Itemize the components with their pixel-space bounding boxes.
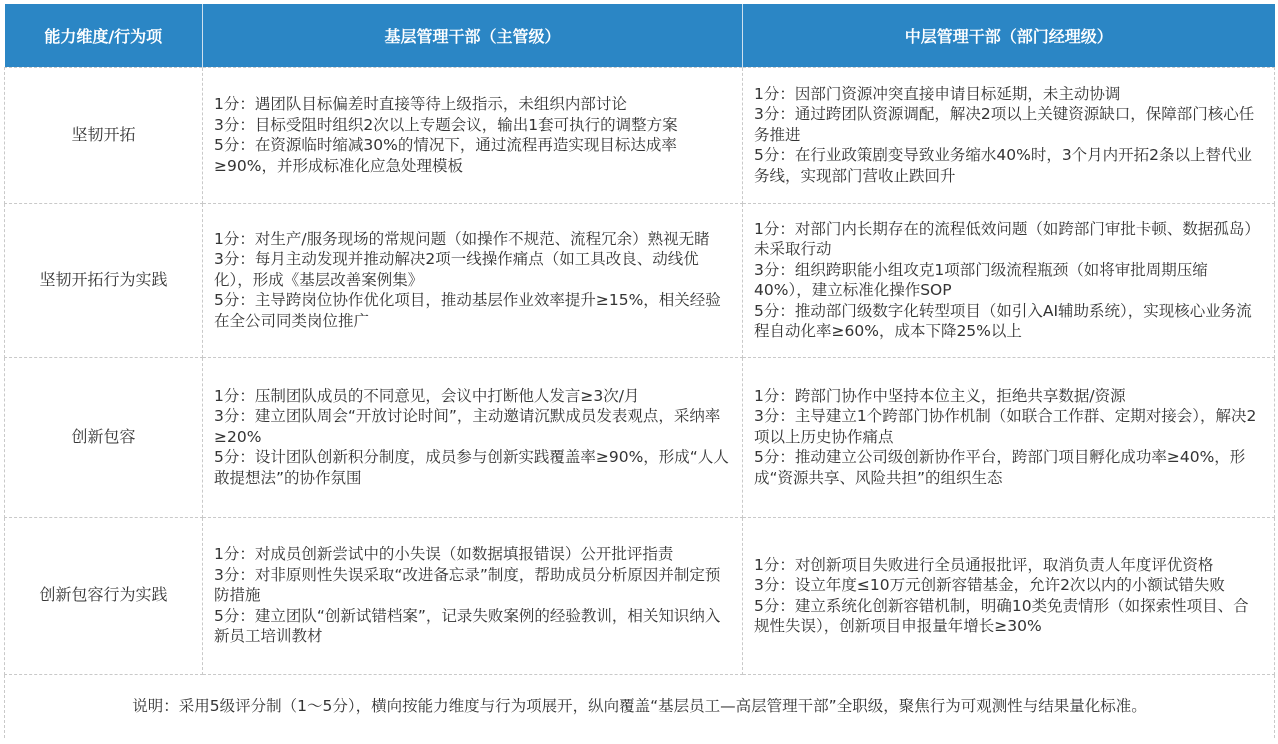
- score-1-text: 1分：对创新项目失败进行全员通报批评，取消负责人年度评优资格: [754, 555, 1214, 574]
- header-junior-manager: 基层管理干部（主管级）: [203, 4, 743, 67]
- score-5-text: 5分：在资源临时缩减30%的情况下，通过流程再造实现目标达成率≥90%，并形成标准化应急处理模板: [214, 136, 677, 175]
- score-3-text: 3分：对非原则性失误采取“改进备忘录”制度，帮助成员分析原因并制定预防措施: [214, 565, 721, 605]
- score-3-text: 3分：每月主动发现并推动解决2项一线操作痛点（如工具改良、动线优化），形成《基层改善案例集》: [214, 250, 699, 289]
- score-5-text: 5分：在行业政策剧变导致业务缩水40%时，3个月内开拓2条以上替代业务线，实现部门营收止跌回升: [754, 146, 1253, 185]
- header-row: [5, 4, 1275, 67]
- score-5-text: 5分：推动建立公司级创新协作平台，跨部门项目孵化成功率≥40%，形成“资源共享、风险共担”的组织生态: [754, 448, 1246, 487]
- dimension-cell: 坚韧开拓: [5, 67, 203, 203]
- competency-rating-table: [4, 4, 1275, 738]
- junior-behavior-cell: [203, 517, 743, 674]
- table-row: [5, 357, 1275, 517]
- middle-behavior-cell: [743, 357, 1275, 517]
- dimension-cell: 创新包容: [5, 357, 203, 517]
- middle-behavior-cell: [743, 203, 1275, 357]
- dimension-cell: 创新包容行为实践: [5, 517, 203, 674]
- score-1-text: 1分：对成员创新尝试中的小失误（如数据填报错误）公开批评指责: [214, 545, 674, 564]
- score-5-text: 5分：推动部门级数字化转型项目（如引入AI辅助系统），实现核心业务流程自动化率≥60%，成本下降25%以上: [754, 301, 1252, 340]
- score-5-text: 5分：建立团队“创新试错档案”，记录失败案例的经验教训，相关知识纳入新员工培训教材: [214, 606, 721, 646]
- note-row: [5, 674, 1275, 738]
- score-1-text: 1分：跨部门协作中坚持本位主义，拒绝共享数据/资源: [754, 386, 1126, 405]
- junior-behavior-cell: [203, 67, 743, 203]
- score-3-text: 3分：设立年度≤10万元创新容错基金，允许2次以内的小额试错失败: [754, 576, 1225, 594]
- score-1-text: 1分：遇团队目标偏差时直接等待上级指示，未组织内部讨论: [214, 95, 627, 113]
- score-5-text: 5分：主导跨岗位协作优化项目，推动基层作业效率提升≥15%，相关经验在全公司同类岗位推广: [214, 291, 721, 330]
- table-note: 说明：采用5级评分制（1～5分），横向按能力维度与行为项展开，纵向覆盖“基层员工—高层管理干部”全职级，聚焦行为可观测性与结果量化标准。: [5, 674, 1275, 738]
- score-3-text: 3分：建立团队周会“开放讨论时间”，主动邀请沉默成员发表观点，采纳率≥20%: [214, 407, 721, 446]
- table-row: [5, 517, 1275, 674]
- score-1-text: 1分：对生产/服务现场的常规问题（如操作不规范、流程冗余）熟视无睹: [214, 229, 710, 248]
- score-5-text: 5分：建立系统化创新容错机制，明确10类免责情形（如探索性项目、合规性失误），创新项目申报量年增长≥30%: [754, 596, 1249, 635]
- score-3-text: 3分：主导建立1个跨部门协作机制（如联合工作群、定期对接会），解决2项以上历史协作痛点: [754, 407, 1257, 446]
- header-middle-manager: 中层管理干部（部门经理级）: [743, 4, 1275, 67]
- header-dimension: 能力维度/行为项: [5, 4, 203, 67]
- score-3-text: 3分：目标受阻时组织2次以上专题会议，输出1套可执行的调整方案: [214, 115, 678, 134]
- middle-behavior-cell: [743, 517, 1275, 674]
- table-row: [5, 203, 1275, 357]
- junior-behavior-cell: [203, 357, 743, 517]
- score-1-text: 1分：对部门内长期存在的流程低效问题（如跨部门审批卡顿、数据孤岛）未采取行动: [754, 219, 1260, 258]
- table-row: [5, 67, 1275, 203]
- score-3-text: 3分：通过跨团队资源调配，解决2项以上关键资源缺口，保障部门核心任务推进: [754, 105, 1255, 144]
- score-5-text: 5分：设计团队创新积分制度，成员参与创新实践覆盖率≥90%，形成“人人敢提想法”的协作氛围: [214, 448, 729, 487]
- dimension-cell: 坚韧开拓行为实践: [5, 203, 203, 357]
- middle-behavior-cell: [743, 67, 1275, 203]
- score-1-text: 1分：压制团队成员的不同意见，会议中打断他人发言≥3次/月: [214, 386, 640, 405]
- score-1-text: 1分：因部门资源冲突直接申请目标延期，未主动协调: [754, 84, 1121, 103]
- score-3-text: 3分：组织跨职能小组攻克1项部门级流程瓶颈（如将审批周期压缩40%），建立标准化操作SOP: [754, 260, 1208, 299]
- junior-behavior-cell: [203, 203, 743, 357]
